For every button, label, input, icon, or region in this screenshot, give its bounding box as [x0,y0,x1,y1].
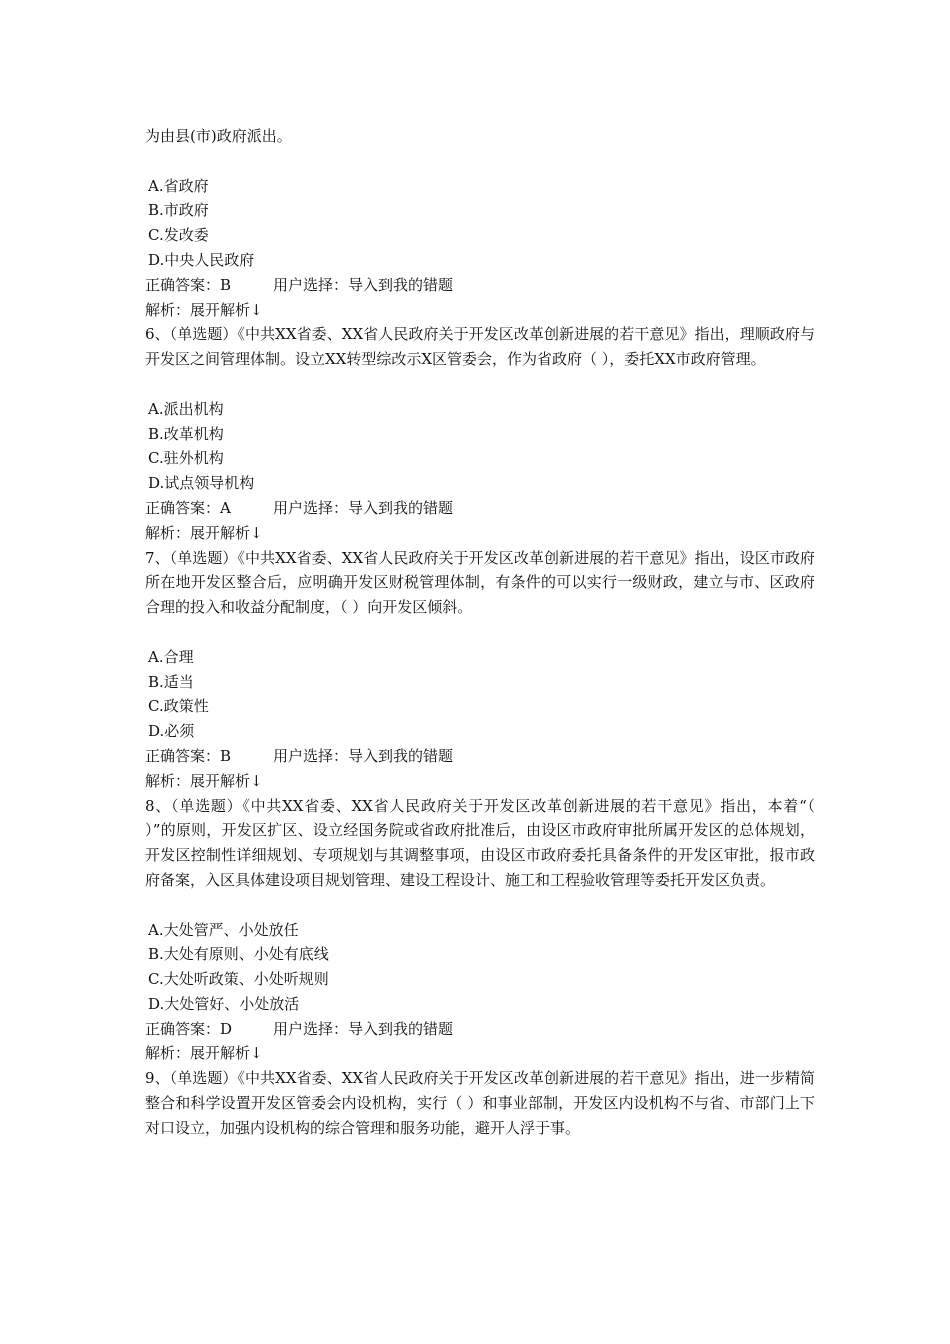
question-5-options [145,174,815,273]
question-stem: 9、（单选题）《中共XX省委、XX省人民政府关于开发区改革创新进展的若干意见》指出，进一步精简整合和科学设置开发区管委会内设机构，实行（ ）和事业部制，开发区内设机构不与省、市部门上下对口设立，加强内设机构的综合管理和服务功能，避开人浮于事。 [145,1069,815,1137]
option-d[interactable]: D.必须 [148,722,195,741]
question-stem: 7、（单选题）《中共XX省委、XX省人民政府关于开发区改革创新进展的若干意见》指出，设区市政府所在地开发区整合后，应明确开发区财税管理体制，有条件的可以实行一级财政，建立与市、区政府合理的投入和收益分配制度，（ ）向开发区倾斜。 [145,548,815,617]
question-6 [145,322,815,545]
option-b[interactable]: B.适当 [148,672,194,691]
question-7 [145,546,815,794]
answer-row [145,744,815,769]
user-choice-link[interactable]: 用户选择：导入到我的错题 [273,1019,454,1038]
correct-answer: 正确答案：D [145,1019,233,1038]
expand-analysis-link[interactable]: 解析：展开解析↓ [145,523,263,542]
option-c[interactable]: C.发改委 [148,226,209,245]
answer-row [145,273,815,298]
option-d[interactable]: D.试点领导机构 [148,474,255,493]
correct-answer: 正确答案：B [145,746,232,765]
correct-answer: 正确答案：B [145,275,232,294]
expand-analysis-link[interactable]: 解析：展开解析↓ [145,771,263,790]
expand-analysis-link[interactable]: 解析：展开解析↓ [145,300,263,319]
option-c[interactable]: C.驻外机构 [148,449,224,468]
question-9 [145,1066,815,1140]
option-d[interactable]: D.中央人民政府 [148,250,255,269]
option-a[interactable]: A.合理 [148,647,194,666]
option-b[interactable]: B.改革机构 [148,424,224,443]
correct-answer: 正确答案：A [145,498,231,517]
answer-row [145,496,815,521]
answer-row [145,1017,815,1042]
question-stem: 8、（单选题）《中共XX省委、XX省人民政府关于开发区改革创新进展的若干意见》指出，本着“（ ）”的原则，开发区扩区、设立经国务院或省政府批准后，由设区市政府审批所属开发区的总体规划，开发区控制性详细规划、专项规划与其调整事项，由设区市政府委托具备条件的开发区审批，报市政府备案，入区具体建设项目规划管理、建设工程设计、施工和工程验收管理等委托开发区负责。 [145,796,815,889]
user-choice-link[interactable]: 用户选择：导入到我的错题 [273,498,454,517]
document-page [145,124,815,1141]
user-choice-link[interactable]: 用户选择：导入到我的错题 [273,746,454,765]
option-b[interactable]: B.大处有原则、小处有底线 [148,945,329,964]
user-choice-link[interactable]: 用户选择：导入到我的错题 [273,275,454,294]
expand-analysis-link[interactable]: 解析：展开解析↓ [145,1044,263,1063]
question-stem: 6、（单选题）《中共XX省委、XX省人民政府关于开发区改革创新进展的若干意见》指出，理顺政府与开发区之间管理体制。设立XX转型综改示X区管委会，作为省政府（ ），委托XX市政府管理。 [145,325,815,369]
question-8 [145,794,815,1067]
option-d[interactable]: D.大处管好、小处放活 [148,994,300,1013]
option-c[interactable]: C.政策性 [148,697,209,716]
intro-text: 为由县(市)政府派出。 [145,127,292,145]
option-b[interactable]: B.市政府 [148,201,209,220]
option-a[interactable]: A.省政府 [148,176,209,195]
option-c[interactable]: C.大处听政策、小处听规则 [148,970,329,989]
option-a[interactable]: A.派出机构 [148,399,224,418]
option-a[interactable]: A.大处管严、小处放任 [148,920,299,939]
